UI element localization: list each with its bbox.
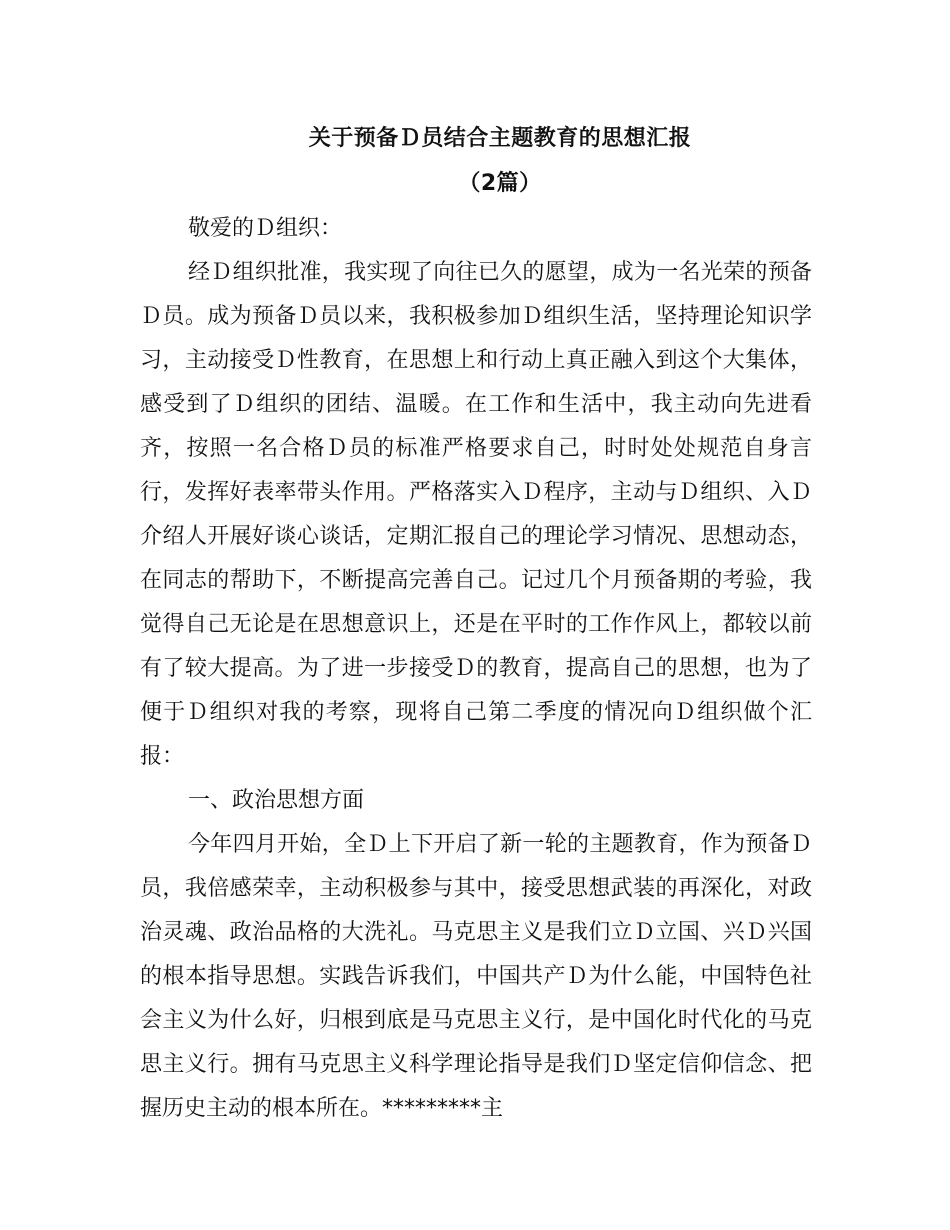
document-body xyxy=(140,207,812,1131)
document-subtitle: （2篇） xyxy=(458,171,542,196)
document-title: 关于预备Ｄ员结合主题教育的思想汇报 xyxy=(308,126,692,151)
section-heading-political: 一、政治思想方面 xyxy=(188,788,365,813)
paragraph-intro: 经Ｄ组织批准，我实现了向往已久的愿望，成为一名光荣的预备Ｄ员。成为预备Ｄ员以来，我积极参加Ｄ组织生活，坚持理论知识学习，主动接受Ｄ性教育，在思想上和行动上真正融入到这个大集体，感受到了Ｄ组织的团结、温暖。在工作和生活中，我主动向先进看齐，按照一名合格Ｄ员的标准严格要求自己，时时处处规范自身言行，发挥好表率带头作用。严格落实入Ｄ程序，主动与Ｄ组织、入Ｄ介绍人开展好谈心谈话，定期汇报自己的理论学习情况、思想动态，在同志的帮助下，不断提高完善自己。记过几个月预备期的考验，我觉得自己无论是在思想意识上，还是在平时的工作作风上，都较以前有了较大提高。为了进一步接受Ｄ的教育，提高自己的思想，也为了便于Ｄ组织对我的考察，现将自己第二季度的情况向Ｄ组织做个汇报： xyxy=(140,260,812,769)
paragraph-political: 今年四月开始，全Ｄ上下开启了新一轮的主题教育，作为预备Ｄ员，我倍感荣幸，主动积极参与其中，接受思想武装的再深化，对政治灵魂、政治品格的大洗礼。马克思主义是我们立Ｄ立国、兴Ｄ兴国的根本指导思想。实践告诉我们，中国共产Ｄ为什么能，中国特色社会主义为什么好，归根到底是马克思主义行，是中国化时代化的马克思主义行。拥有马克思主义科学理论指导是我们Ｄ坚定信仰信念、把握历史主动的根本所在。*********主 xyxy=(140,832,812,1121)
salutation: 敬爱的Ｄ组织： xyxy=(188,216,343,241)
